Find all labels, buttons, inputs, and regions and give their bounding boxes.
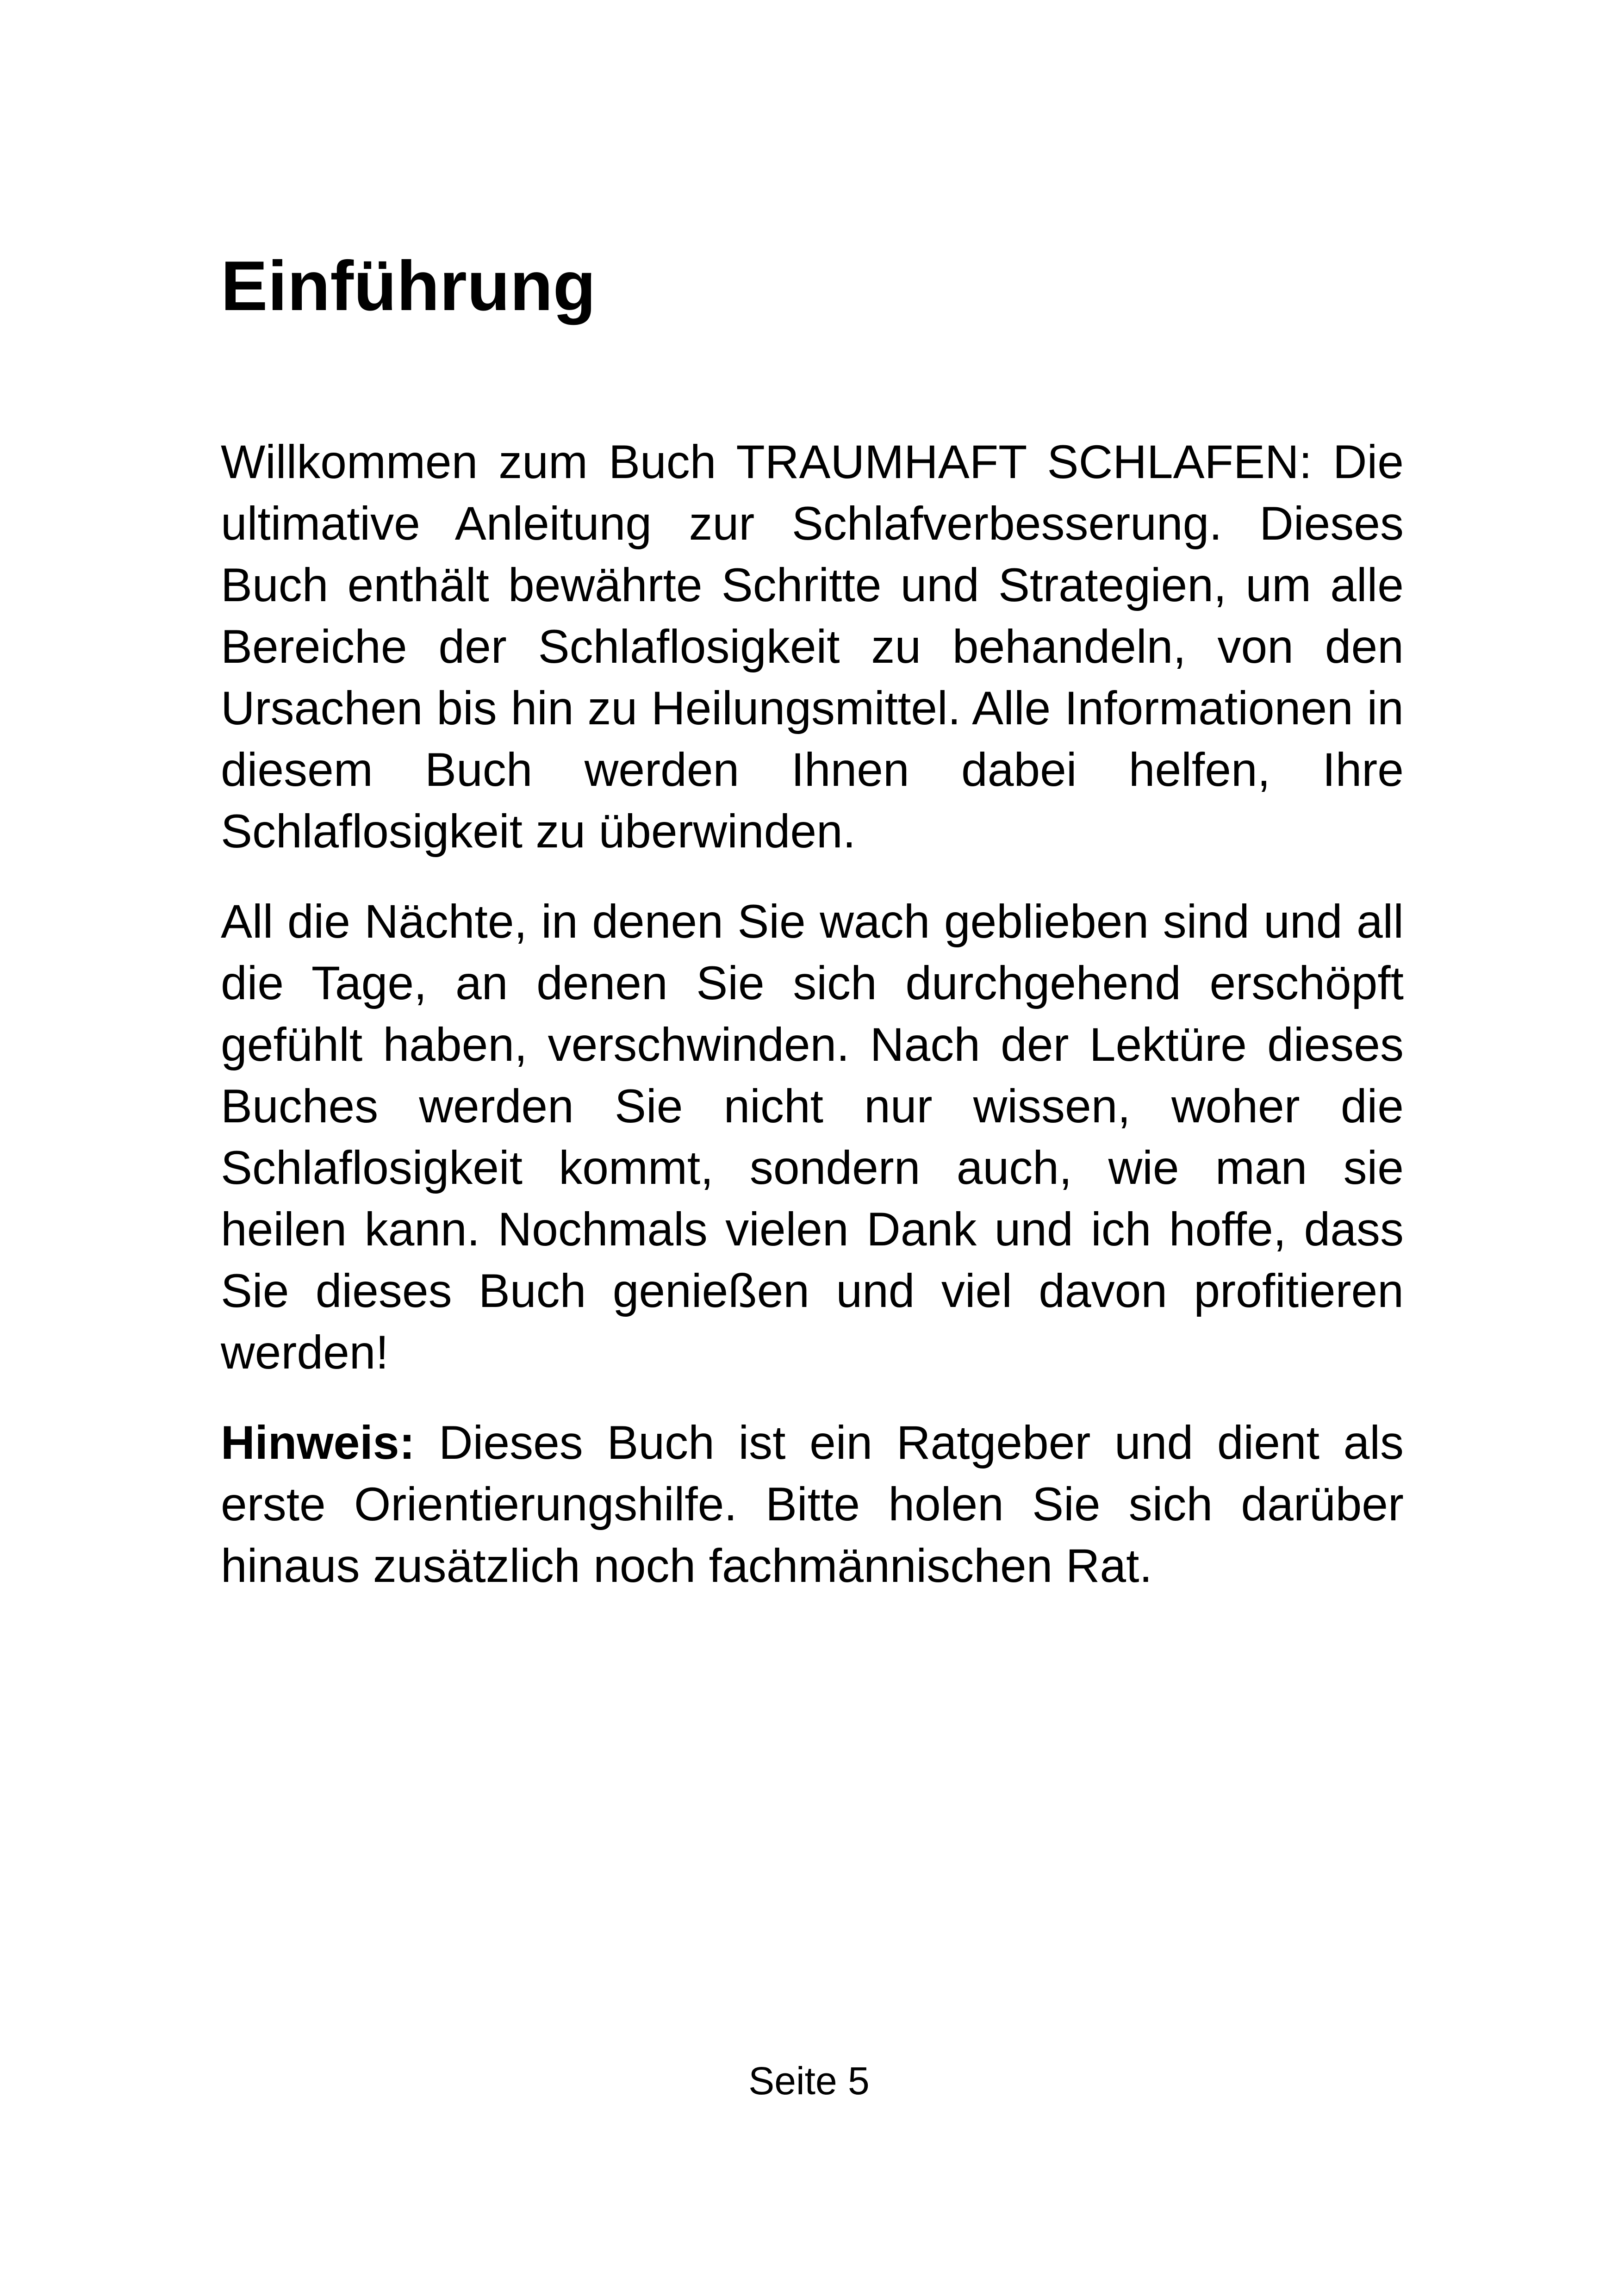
note-label: Hinweis: <box>221 1416 415 1469</box>
note-text: Dieses Buch ist ein Ratgeber und dient als erste Orientierungshilfe. Bitte holen Sie sich darüber hinaus zusätzlich noch fachmännischen Rat. <box>221 1416 1404 1592</box>
body-text <box>221 431 1404 1625</box>
page-number: Seite 5 <box>748 2059 870 2103</box>
page-title: Einführung <box>221 247 596 325</box>
note-paragraph <box>221 1412 1404 1597</box>
intro-paragraph: Willkommen zum Buch TRAUMHAFT SCHLAFEN: Die ultimative Anleitung zur Schlafverbesserung. Dieses Buch enthält bewährte Schritte und Strategien, um alle Bereiche der Schlaflosigkeit zu behandeln, von den Ursachen bis hin zu Heilungsmittel. Alle Informationen in diesem Buch werden Ihnen dabei helfen, Ihre Schlaflosigkeit zu überwinden. <box>221 436 1404 858</box>
second-paragraph: All die Nächte, in denen Sie wach geblieben sind und all die Tage, an denen Sie sich durchgehend erschöpft gefühlt haben, verschwinden. Nach der Lektüre dieses Buches werden Sie nicht nur wissen, woher die Schlaflosigkeit kommt, sondern auch, wie man sie heilen kann. Nochmals vielen Dank und ich hoffe, dass Sie dieses Buch genießen und viel davon profitieren werden! <box>221 895 1404 1379</box>
